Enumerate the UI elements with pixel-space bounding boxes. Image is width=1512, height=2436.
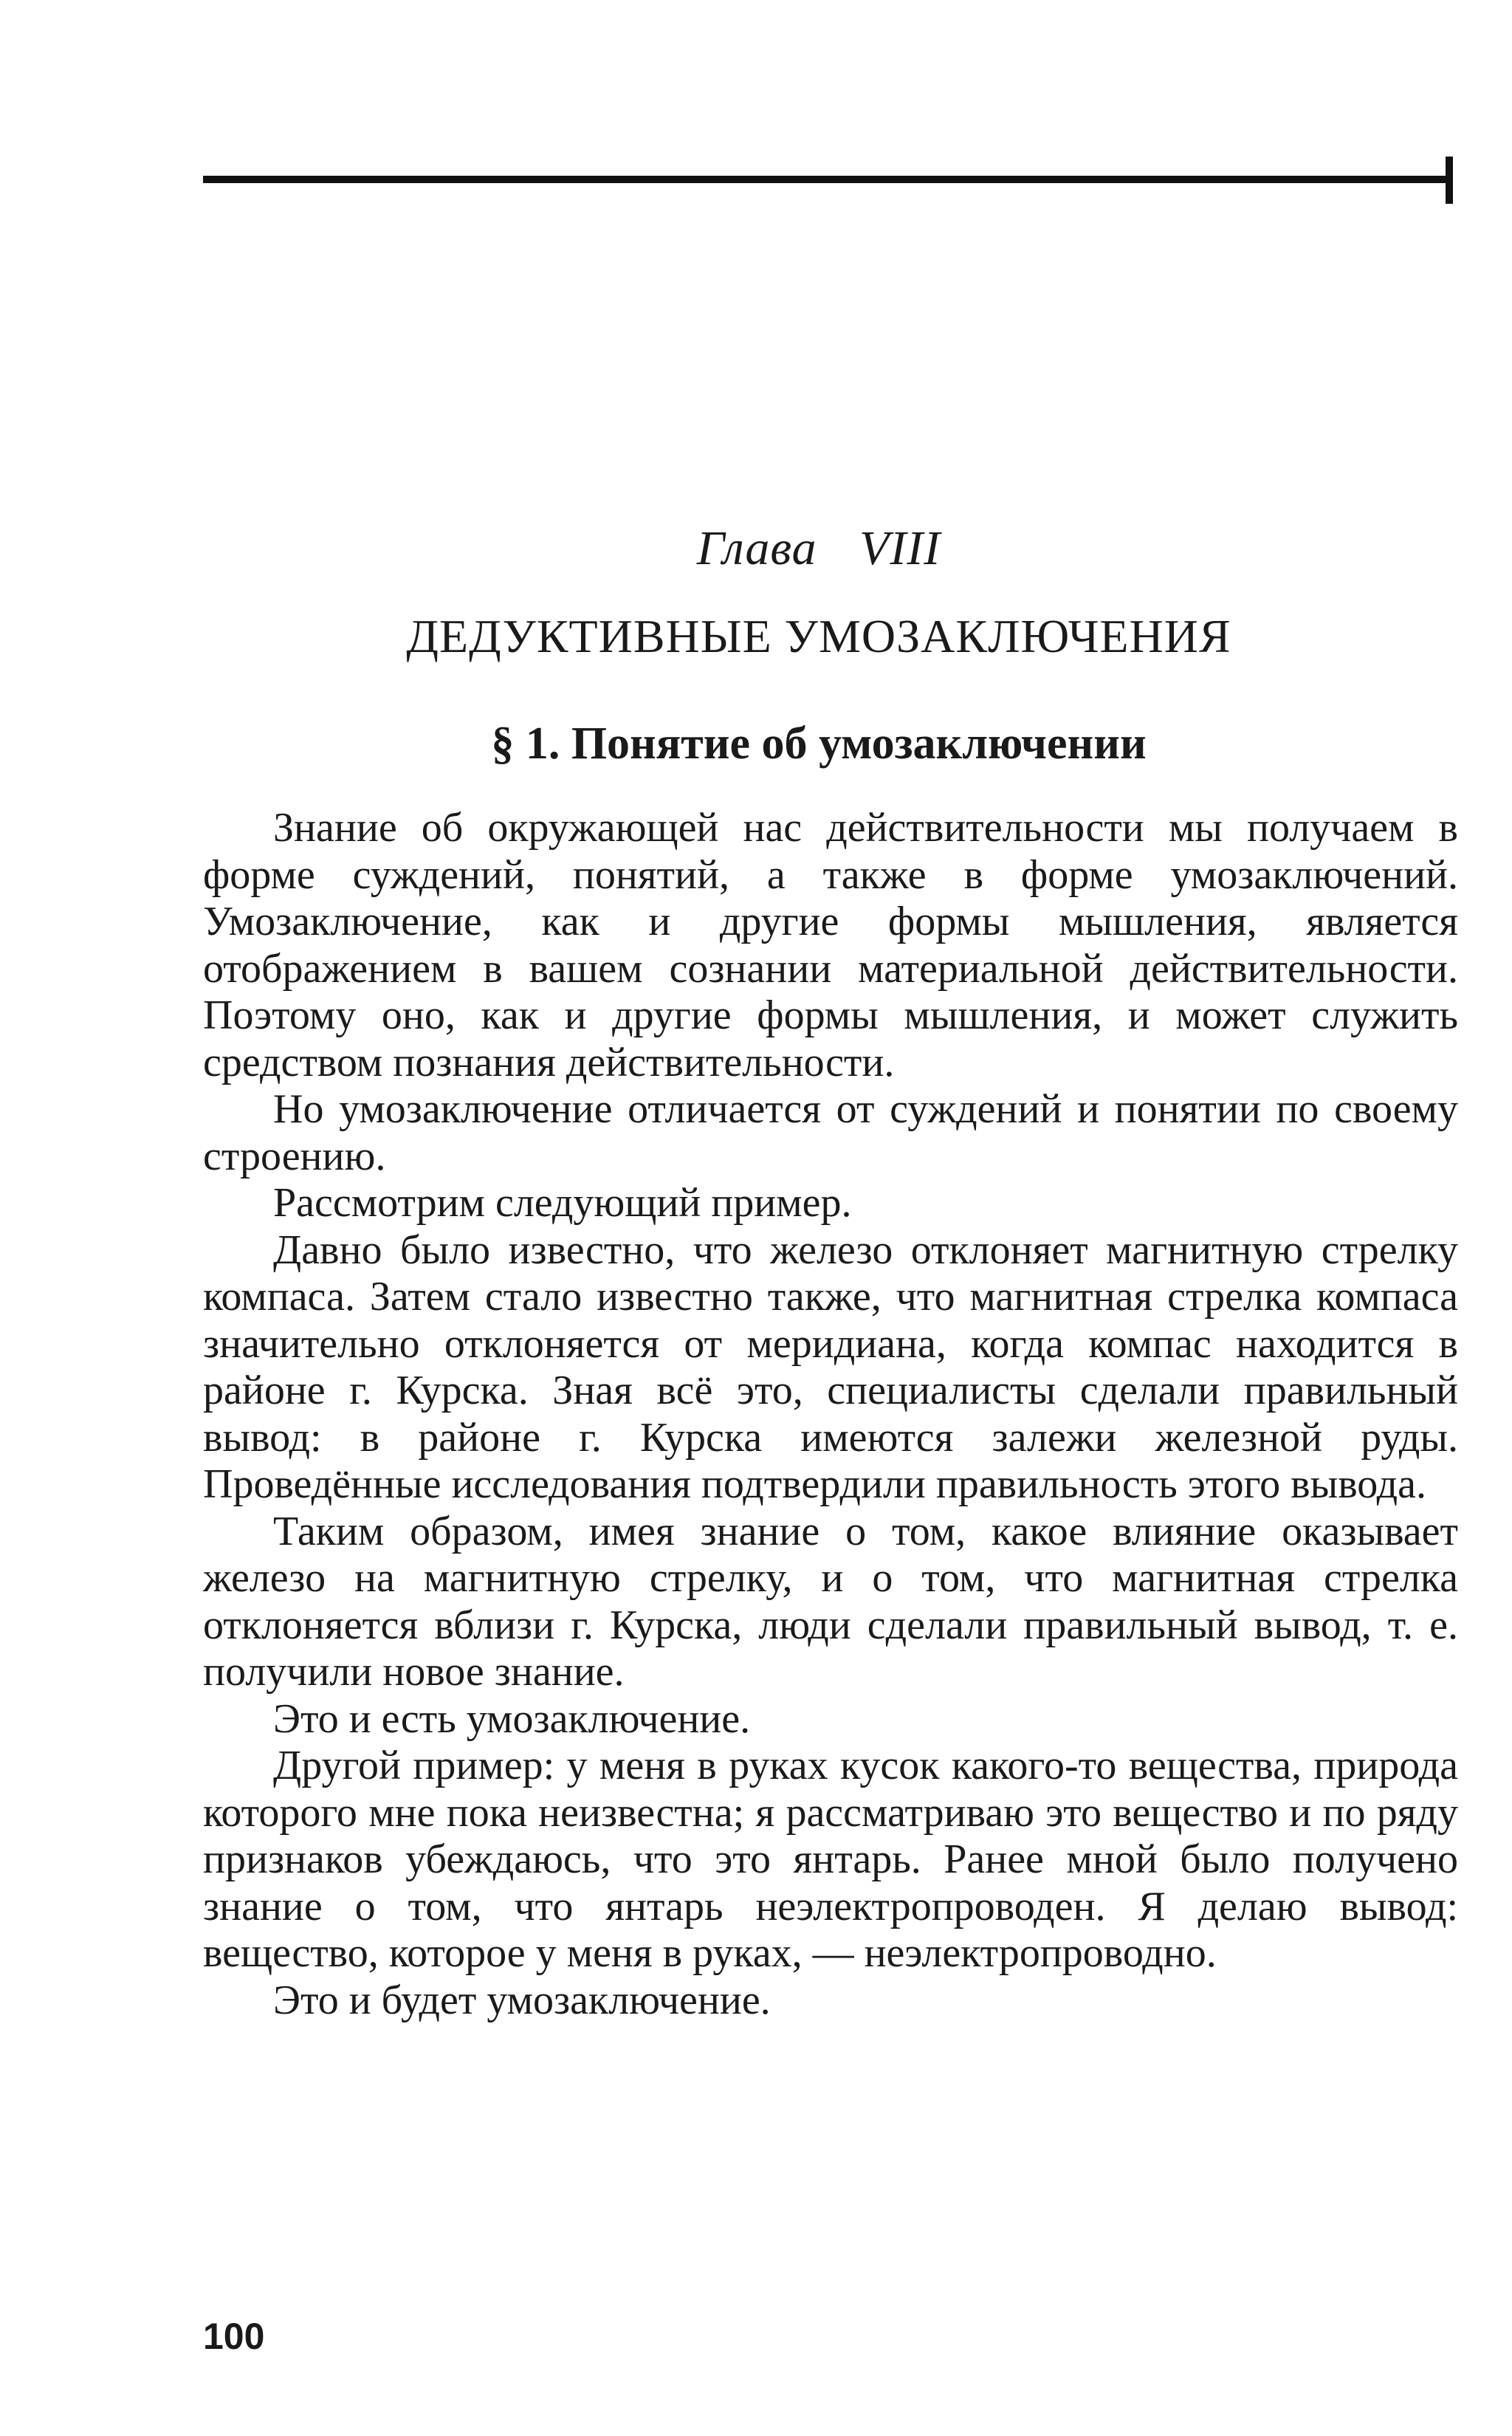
- page-number: 100: [203, 2316, 265, 2357]
- paragraph: Давно было известно, что железо отклоняет магнитную стрелку компаса. Затем стало известно также, что магнитная стрелка компаса значительно отклоняется от меридиана, когда компас находится в районе г. Курска. Зная всё это, специалисты сделали правильный вывод: в районе г. Курска имеются залежи железной руды. Проведённые исследования подтвердили правильность этого вывода.: [203, 1226, 1458, 1507]
- chapter-title: ДЕДУКТИВНЫЕ УМОЗАКЛЮЧЕНИЯ: [406, 610, 1231, 662]
- body-text: [203, 805, 1458, 2024]
- paragraph: Знание об окружающей нас действительности мы получаем в форме суждений, понятий, а также в форме умозаключений. Умозаключение, как и другие формы мышления, является отображением в вашем сознании материальной действительности. Поэтому оно, как и другие формы мышления, и может служить средством познания действительности.: [203, 805, 1458, 1085]
- top-rule-end-mark: [1446, 157, 1453, 204]
- section-title: § 1. Понятие об умозаключении: [491, 718, 1147, 769]
- paragraph: Другой пример: у меня в руках кусок какого-то вещества, природа которого мне пока неизвестна; я рассматриваю это вещество и по ряду признаков убеждаюсь, что это янтарь. Ранее мной было получено знание о том, что янтарь неэлектропроводен. Я делаю вывод: вещество, которое у меня в руках, — неэлектропроводно.: [203, 1743, 1458, 1976]
- paragraph: Рассмотрим следующий пример.: [273, 1180, 852, 1226]
- paragraph: Таким образом, имея знание о том, какое влияние оказывает железо на магнитную стрелку, и о том, что магнитная стрелка отклоняется вблизи г. Курска, люди сделали правильный вывод, т. е. получили новое знание.: [203, 1508, 1458, 1695]
- paragraph: Это и будет умозаключение.: [273, 1977, 771, 2023]
- top-rule: [203, 176, 1451, 183]
- paragraph: Это и есть умозаключение.: [273, 1695, 751, 1742]
- chapter-label: Глава VIII: [696, 521, 941, 575]
- paragraph: Но умозаключение отличается от суждений и понятии по своему строению.: [203, 1086, 1458, 1179]
